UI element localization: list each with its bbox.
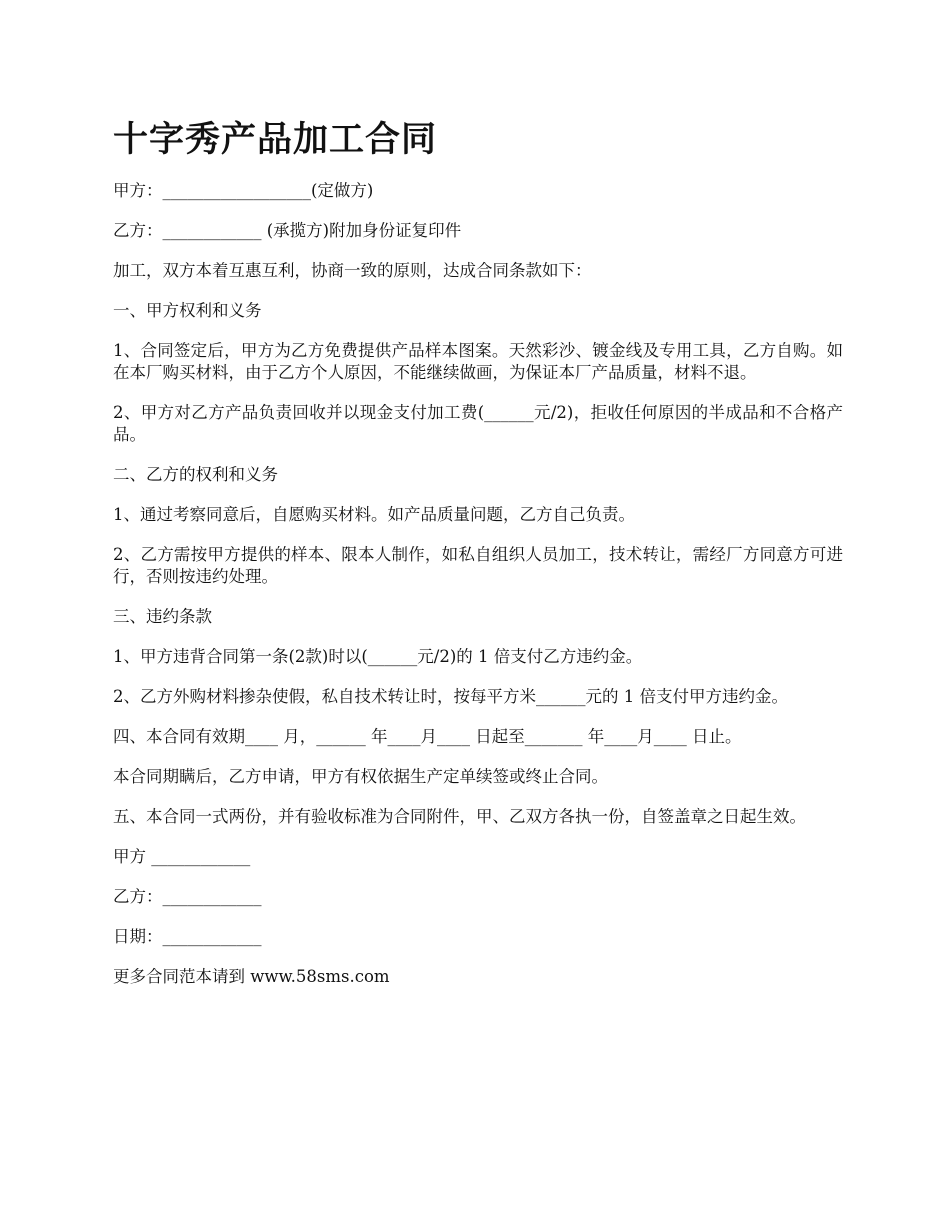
party-a-line: 甲方：__________________(定做方) xyxy=(113,181,374,200)
document-body xyxy=(113,180,843,1006)
clause-1-1: 1、合同签定后，甲方为乙方免费提供产品样本图案。天然彩沙、镀金线及专用工具，乙方自购。如在本厂购买材料，由于乙方个人原因，不能继续做画，为保证本厂产品质量，材料不退。 xyxy=(113,341,843,382)
preamble: 加工，双方本着互惠互利，协商一致的原则，达成合同条款如下： xyxy=(113,261,592,280)
clause-3-1: 1、甲方违背合同第一条(2款)时以(______元/2)的 1 倍支付乙方违约金。 xyxy=(113,647,643,666)
section-heading-3: 三、违约条款 xyxy=(113,607,212,626)
section-4-validity: 四、本合同有效期____ 月，______ 年____月____ 日起至_______ 年____月____ 日止。 xyxy=(113,727,742,746)
signature-party-b: 乙方：____________ xyxy=(113,887,262,906)
section-heading-1: 一、甲方权利和义务 xyxy=(113,301,262,320)
clause-2-2: 2、乙方需按甲方提供的样本、限本人制作，如私自组织人员加工，技术转让，需经厂方同意方可进行，否则按违约处理。 xyxy=(113,545,843,586)
document-title: 十字秀产品加工合同 xyxy=(113,120,438,160)
signature-date: 日期：____________ xyxy=(113,927,262,946)
party-b-line: 乙方：____________ (承揽方)附加身份证复印件 xyxy=(113,221,462,240)
signature-party-a: 甲方 ____________ xyxy=(113,847,251,866)
clause-3-2: 2、乙方外购材料掺杂使假，私自技术转让时，按每平方米______元的 1 倍支付甲方违约金。 xyxy=(113,687,788,706)
section-heading-2: 二、乙方的权利和义务 xyxy=(113,465,278,484)
footer-link-text: 更多合同范本请到 www.58sms.com xyxy=(113,967,390,986)
clause-2-1: 1、通过考察同意后，自愿购买材料。如产品质量问题，乙方自己负责。 xyxy=(113,505,635,524)
clause-1-2: 2、甲方对乙方产品负责回收并以现金支付加工费(______元/2)，拒收任何原因的半成品和不合格产品。 xyxy=(113,403,843,444)
section-5-copies: 五、本合同一式两份，并有验收标准为合同附件，甲、乙双方各执一份，自签盖章之日起生效。 xyxy=(113,807,806,826)
renewal-clause: 本合同期瞒后，乙方申请，甲方有权依据生产定单续签或终止合同。 xyxy=(113,767,608,786)
